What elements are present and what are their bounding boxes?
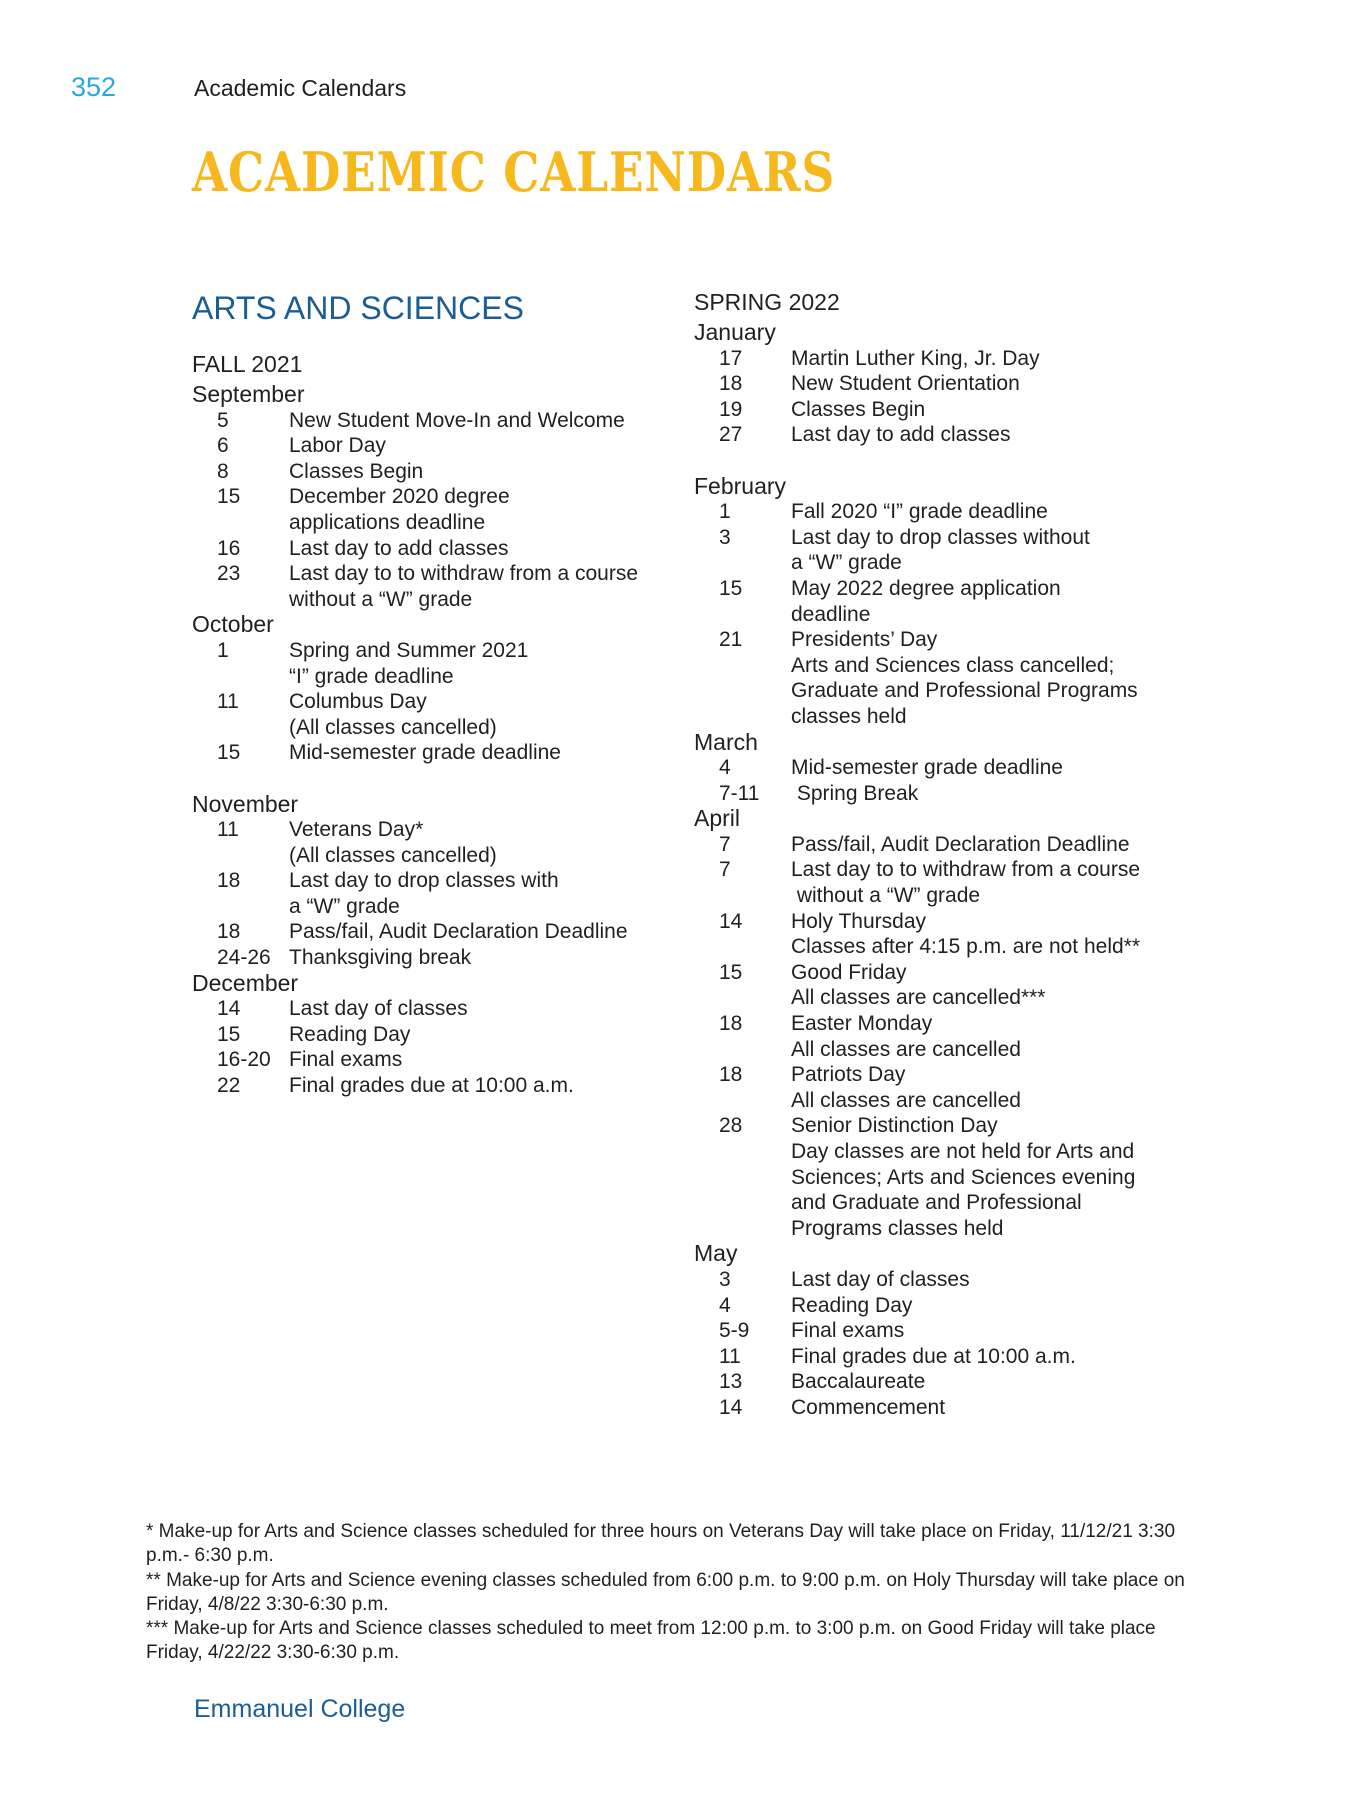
entry-date: 1 — [719, 500, 731, 524]
entry-line: Last day of classes — [289, 997, 468, 1021]
entry-description — [289, 945, 662, 971]
calendar-entry — [694, 525, 1174, 576]
entry-description — [289, 868, 662, 919]
entry-date: 8 — [217, 459, 229, 483]
term-heading: SPRING 2022 — [694, 289, 840, 315]
entry-line: Pass/fail, Audit Declaration Deadline — [289, 920, 628, 944]
entry-date: 18 — [719, 372, 743, 396]
calendar-entry — [192, 740, 662, 766]
entry-line: Last day to to withdraw from a course — [791, 858, 1140, 882]
entry-line: (All classes cancelled) — [289, 715, 497, 739]
calendar-entry — [694, 499, 1174, 525]
entry-date: 27 — [719, 423, 743, 447]
footer-college-name: Emmanuel College — [194, 1695, 406, 1723]
calendar-entry — [694, 1395, 1174, 1421]
entry-line: Classes Begin — [289, 459, 424, 483]
entry-date: 14 — [719, 909, 743, 933]
spacer — [694, 448, 1174, 474]
entry-description — [289, 638, 662, 689]
entry-line: Sciences; Arts and Sciences evening — [791, 1165, 1136, 1189]
entry-line: Classes Begin — [791, 397, 926, 421]
entry-line: Pass/fail, Audit Declaration Deadline — [791, 832, 1130, 856]
calendar-entry — [192, 408, 662, 434]
entry-date: 18 — [719, 1063, 743, 1087]
calendar-entry — [694, 832, 1174, 858]
calendar-entry — [694, 397, 1174, 423]
calendar-entry — [694, 1344, 1174, 1370]
calendar-entry — [192, 561, 662, 612]
calendar-entry — [192, 689, 662, 740]
calendar-entry — [192, 817, 662, 868]
calendar-entry — [694, 1318, 1174, 1344]
calendar-entry — [694, 857, 1174, 908]
entry-line: Baccalaureate — [791, 1370, 926, 1394]
entry-date: 19 — [719, 397, 743, 421]
entry-line: Last day to drop classes with — [289, 869, 559, 893]
entry-description — [791, 499, 1174, 525]
month-heading: April — [694, 805, 741, 832]
calendar-entry — [694, 909, 1174, 960]
month-heading: September — [192, 381, 305, 407]
entry-line: deadline — [791, 602, 871, 626]
entry-line: Veterans Day* — [289, 818, 424, 842]
entry-line: Day classes are not held for Arts and — [791, 1140, 1135, 1163]
calendar-entry — [694, 1011, 1174, 1062]
fall-calendar-column — [192, 350, 662, 1099]
entry-description — [791, 525, 1174, 576]
entry-date: 5-9 — [719, 1319, 750, 1343]
calendar-entry — [192, 1047, 662, 1073]
entry-line: Mid-semester grade deadline — [791, 756, 1063, 780]
entry-line: Final grades due at 10:00 a.m. — [791, 1344, 1076, 1368]
entry-date: 4 — [719, 756, 731, 780]
entry-date: 14 — [719, 1395, 743, 1419]
entry-description — [289, 484, 662, 535]
entry-date: 18 — [719, 1012, 743, 1036]
entry-description — [289, 817, 662, 868]
entry-line: Thanksgiving break — [289, 946, 472, 970]
entry-line: Spring and Summer 2021 — [289, 638, 529, 662]
entry-line: Final grades due at 10:00 a.m. — [289, 1074, 574, 1098]
entry-line: Last day to add classes — [791, 423, 1011, 447]
entry-description — [791, 371, 1174, 397]
entry-line: Presidents’ Day — [791, 628, 938, 652]
entry-date: 17 — [719, 346, 743, 370]
entry-line: Arts and Sciences class cancelled; — [791, 653, 1115, 677]
calendar-entry — [694, 346, 1174, 372]
entry-date: 15 — [217, 1022, 241, 1046]
entry-date: 15 — [217, 485, 241, 509]
page-number: 352 — [71, 72, 117, 102]
entry-description — [289, 1073, 662, 1099]
entry-date: 23 — [217, 562, 241, 586]
entry-line: Final exams — [791, 1319, 905, 1343]
entry-line: New Student Move-In and Welcome — [289, 408, 625, 432]
month-heading: November — [192, 790, 299, 817]
entry-description — [791, 909, 1174, 960]
entry-date: 15 — [719, 576, 743, 600]
calendar-entry — [694, 1113, 1174, 1241]
entry-line: May 2022 degree application — [791, 576, 1061, 600]
entry-line: All classes are cancelled — [791, 1088, 1021, 1112]
entry-line: without a “W” grade — [289, 587, 473, 611]
month-heading: February — [694, 472, 787, 499]
entry-line: without a “W” grade — [791, 884, 981, 908]
entry-description — [289, 1047, 662, 1073]
entry-line: Easter Monday — [791, 1012, 933, 1036]
entry-date: 24-26 — [217, 946, 271, 970]
entry-line: All classes are cancelled — [791, 1037, 1021, 1061]
entry-line: Programs classes held — [791, 1216, 1004, 1240]
calendar-entry — [192, 868, 662, 919]
month-heading: May — [694, 1240, 738, 1267]
entry-line: Patriots Day — [791, 1063, 906, 1087]
entry-description — [791, 1344, 1174, 1370]
month-heading: March — [694, 728, 758, 755]
entry-description — [791, 422, 1174, 448]
month-heading: December — [192, 969, 299, 996]
entry-date: 18 — [217, 869, 241, 893]
entry-line: (All classes cancelled) — [289, 843, 497, 867]
entry-line: Last day to drop classes without — [791, 525, 1090, 549]
calendar-entry — [192, 484, 662, 535]
calendar-entry — [694, 1267, 1174, 1293]
entry-line: Spring Break — [791, 781, 919, 805]
entry-description — [791, 1318, 1174, 1344]
term-heading: FALL 2021 — [192, 351, 303, 377]
entry-line: New Student Orientation — [791, 372, 1020, 396]
entry-line: Classes after 4:15 p.m. are not held** — [791, 935, 1141, 959]
entry-date: 5 — [217, 408, 229, 432]
entry-date: 18 — [217, 920, 241, 944]
entry-description — [289, 996, 662, 1022]
entry-date: 16-20 — [217, 1048, 271, 1072]
entry-line: a “W” grade — [791, 551, 902, 575]
entry-line: Last day to to withdraw from a course — [289, 562, 638, 586]
entry-date: 7 — [719, 858, 731, 882]
footnote: ** Make-up for Arts and Science evening classes scheduled from 6:00 p.m. to 9:00 p.m. on Holy Thursday will take place on Friday, 4/8/22 3:30-6:30 p.m. — [146, 1569, 1185, 1615]
entry-description — [289, 740, 662, 766]
calendar-entry — [192, 1022, 662, 1048]
entry-line: Senior Distinction Day — [791, 1114, 998, 1138]
entry-date: 11 — [719, 1344, 741, 1368]
entry-description — [289, 689, 662, 740]
calendar-entry — [694, 422, 1174, 448]
entry-date: 3 — [719, 525, 731, 549]
calendar-entry — [694, 781, 1174, 807]
entry-description — [791, 1293, 1174, 1319]
calendar-entry — [694, 960, 1174, 1011]
entry-line: Labor Day — [289, 434, 386, 458]
entry-date: 11 — [217, 818, 239, 842]
entry-line: Columbus Day — [289, 690, 427, 714]
entry-description — [791, 627, 1174, 729]
entry-line: a “W” grade — [289, 894, 400, 918]
calendar-entry — [694, 1293, 1174, 1319]
entry-date: 4 — [719, 1293, 731, 1317]
entry-description — [289, 408, 662, 434]
footnotes — [146, 1520, 1196, 1666]
entry-line: “I” grade deadline — [289, 664, 454, 688]
entry-line: Graduate and Professional Programs — [791, 679, 1138, 703]
month-heading: January — [694, 319, 776, 345]
calendar-entry — [694, 627, 1174, 729]
footnote: * Make-up for Arts and Science classes scheduled for three hours on Veterans Day will take place on Friday, 11/12/21 3:30 p.m.- 6:30 p.m. — [146, 1521, 1176, 1567]
entry-date: 7-11 — [719, 781, 760, 805]
entry-description — [791, 960, 1174, 1011]
entry-description — [791, 397, 1174, 423]
entry-date: 15 — [217, 741, 241, 765]
entry-line: and Graduate and Professional — [791, 1191, 1082, 1215]
calendar-entry — [192, 433, 662, 459]
entry-line: Last day of classes — [791, 1267, 970, 1291]
entry-description — [791, 1267, 1174, 1293]
entry-line: Fall 2020 “I” grade deadline — [791, 500, 1048, 524]
page-title: ACADEMIC CALENDARS — [192, 140, 836, 204]
entry-line: Reading Day — [791, 1293, 913, 1317]
entry-line: Martin Luther King, Jr. Day — [791, 346, 1040, 370]
calendar-entry — [694, 1062, 1174, 1113]
calendar-entry — [192, 945, 662, 971]
entry-line: classes held — [791, 704, 907, 728]
section-heading: ARTS AND SCIENCES — [192, 290, 524, 326]
entry-line: All classes are cancelled*** — [791, 986, 1046, 1010]
entry-description — [791, 857, 1174, 908]
entry-line: Good Friday — [791, 960, 907, 984]
entry-description — [791, 1395, 1174, 1421]
entry-date: 21 — [719, 628, 743, 652]
entry-description — [791, 781, 1174, 807]
entry-line: Reading Day — [289, 1022, 411, 1046]
entry-date: 14 — [217, 997, 241, 1021]
entry-line: Mid-semester grade deadline — [289, 741, 561, 765]
entry-date: 13 — [719, 1370, 743, 1394]
entry-line: Last day to add classes — [289, 536, 509, 560]
entry-date: 3 — [719, 1267, 731, 1291]
calendar-entry — [192, 638, 662, 689]
running-header: Academic Calendars — [194, 75, 407, 101]
entry-date: 6 — [217, 434, 229, 458]
entry-line: December 2020 degree — [289, 485, 510, 509]
calendar-entry — [192, 459, 662, 485]
entry-description — [791, 346, 1174, 372]
entry-description — [289, 536, 662, 562]
entry-date: 22 — [217, 1074, 241, 1098]
entry-description — [791, 576, 1174, 627]
entry-description — [289, 919, 662, 945]
entry-description — [791, 755, 1174, 781]
entry-line: Final exams — [289, 1048, 403, 1072]
calendar-entry — [694, 576, 1174, 627]
spring-calendar-column — [694, 288, 1174, 1421]
entry-description — [791, 1011, 1174, 1062]
entry-line: applications deadline — [289, 510, 486, 534]
entry-description — [289, 459, 662, 485]
calendar-entry — [192, 1073, 662, 1099]
entry-description — [791, 1062, 1174, 1113]
calendar-entry — [694, 755, 1174, 781]
calendar-entry — [192, 996, 662, 1022]
entry-date: 11 — [217, 690, 239, 714]
calendar-entry — [694, 371, 1174, 397]
month-heading: October — [192, 611, 274, 638]
entry-line: Commencement — [791, 1395, 946, 1419]
calendar-entry — [192, 536, 662, 562]
calendar-entry — [192, 919, 662, 945]
calendar-entry — [694, 1369, 1174, 1395]
entry-date: 28 — [719, 1114, 743, 1138]
entry-description — [289, 561, 662, 612]
entry-date: 15 — [719, 960, 743, 984]
entry-date: 16 — [217, 536, 241, 560]
spacer — [192, 766, 662, 792]
footnote: *** Make-up for Arts and Science classes scheduled to meet from 12:00 p.m. to 3:00 p.m. on Good Friday will take place Friday, 4/22/22 3:30-6:30 p.m. — [146, 1618, 1156, 1664]
entry-description — [791, 1113, 1174, 1241]
entry-description — [791, 1369, 1174, 1395]
entry-description — [289, 433, 662, 459]
entry-line: Holy Thursday — [791, 909, 927, 933]
entry-date: 7 — [719, 832, 731, 856]
entry-date: 1 — [217, 638, 229, 662]
entry-description — [289, 1022, 662, 1048]
entry-description — [791, 832, 1174, 858]
